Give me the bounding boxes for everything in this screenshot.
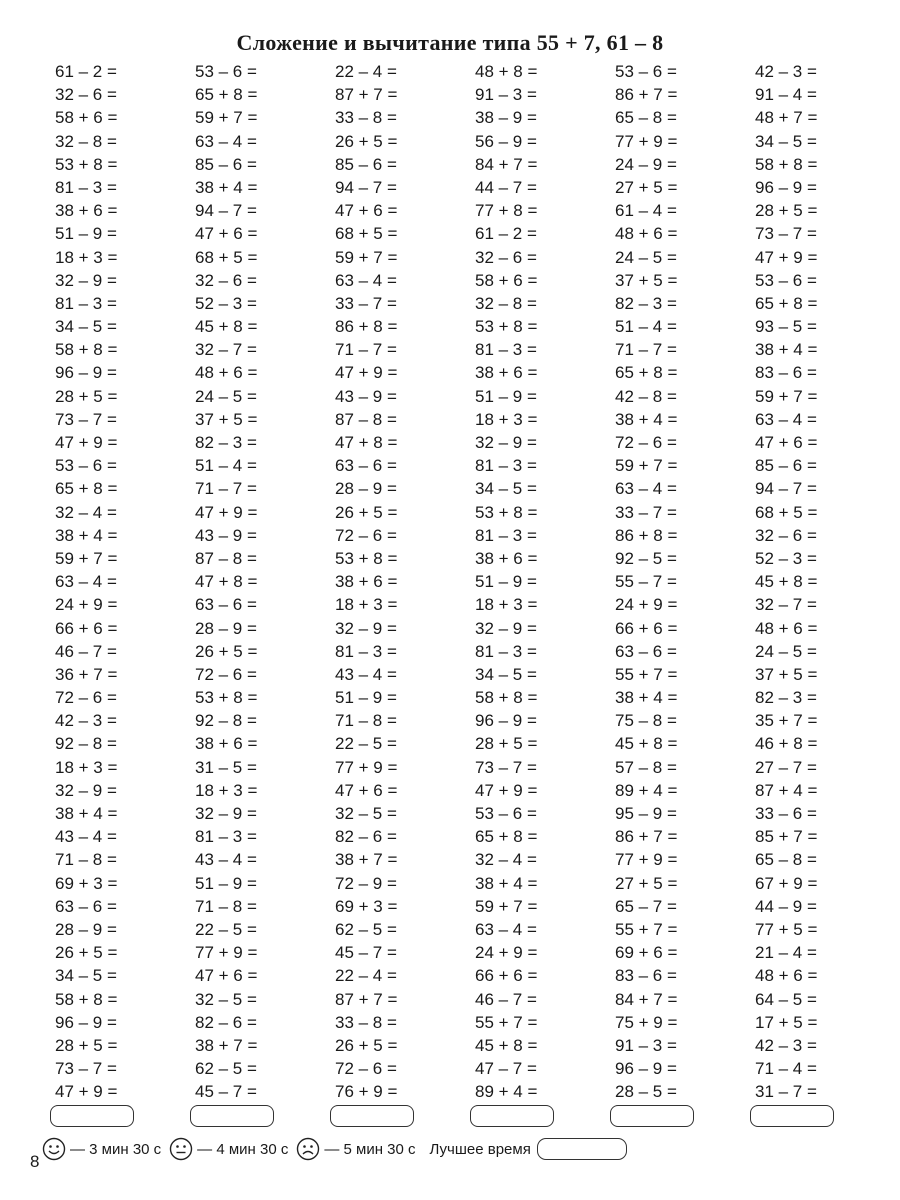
exercise-item: 85 – 6 =	[335, 154, 397, 174]
exercise-item: 96 – 9 =	[475, 711, 537, 731]
exercise-item: 77 + 5 =	[755, 919, 818, 939]
exercise-item: 24 – 9 =	[615, 154, 677, 174]
exercise-item: 48 + 6 =	[615, 224, 678, 244]
exercise-item: 73 – 7 =	[475, 757, 537, 777]
exercise-item: 52 – 3 =	[195, 293, 257, 313]
exercise-item: 47 + 6 =	[335, 780, 398, 800]
exercise-item: 31 – 7 =	[755, 1082, 817, 1102]
exercise-item: 45 + 8 =	[195, 317, 258, 337]
page-number: 8	[30, 1152, 40, 1171]
exercise-item: 32 – 8 =	[55, 131, 117, 151]
exercise-item: 38 + 7 =	[195, 1035, 258, 1055]
exercise-item: 62 – 5 =	[335, 919, 397, 939]
exercise-item: 43 – 4 =	[195, 850, 257, 870]
exercise-item: 32 – 9 =	[475, 618, 537, 638]
exercise-item: 65 + 8 =	[195, 85, 258, 105]
exercise-item: 58 + 6 =	[475, 270, 538, 290]
exercise-item: 68 + 5 =	[195, 247, 258, 267]
exercise-item: 63 – 4 =	[475, 919, 537, 939]
exercise-item: 59 + 7 =	[335, 247, 398, 267]
exercise-item: 63 – 4 =	[335, 270, 397, 290]
exercise-item: 58 + 8 =	[755, 154, 818, 174]
exercise-item: 32 – 9 =	[195, 804, 257, 823]
exercise-item: 37 + 5 =	[615, 270, 678, 290]
exercise-item: 58 + 8 =	[55, 340, 118, 360]
exercise-item: 65 – 7 =	[615, 896, 677, 916]
exercise-item: 63 – 4 =	[755, 409, 817, 429]
exercise-item: 38 + 6 =	[55, 201, 118, 221]
exercise-item: 42 – 3 =	[755, 62, 817, 81]
exercise-item: 72 – 6 =	[335, 1059, 397, 1079]
exercise-item: 77 + 9 =	[615, 850, 678, 870]
exercise-item: 38 + 6 =	[475, 548, 538, 568]
exercise-item: 47 + 9 =	[755, 247, 818, 267]
exercise-item: 91 – 3 =	[615, 1035, 677, 1055]
best-time-box[interactable]	[537, 1138, 627, 1160]
exercise-item: 58 + 6 =	[55, 108, 118, 128]
exercise-item: 72 – 6 =	[615, 433, 677, 452]
exercise-item: 24 + 9 =	[475, 943, 538, 963]
exercise-item: 81 – 3 =	[475, 456, 537, 476]
exercise-item: 34 – 5 =	[55, 317, 117, 337]
exercise-item: 18 + 3 =	[195, 780, 258, 800]
exercise-item: 47 + 6 =	[335, 201, 398, 221]
exercise-item: 96 – 9 =	[55, 1012, 117, 1032]
exercise-item: 51 – 9 =	[475, 572, 537, 592]
exercise-item: 18 + 3 =	[475, 409, 538, 429]
exercise-item: 18 + 3 =	[55, 757, 118, 777]
legend-text-slow: — 5 мин 30 с	[324, 1140, 416, 1158]
exercise-item: 18 + 3 =	[475, 595, 538, 615]
exercise-item: 47 + 9 =	[55, 1082, 118, 1102]
exercise-item: 55 + 7 =	[615, 664, 678, 684]
exercise-item: 32 – 4 =	[475, 850, 537, 870]
exercise-item: 84 + 7 =	[615, 989, 678, 1009]
exercise-item: 86 + 7 =	[615, 827, 678, 847]
exercise-item: 38 + 4 =	[195, 177, 258, 197]
exercise-item: 32 – 6 =	[475, 247, 537, 267]
answer-box[interactable]	[50, 1105, 134, 1127]
exercise-item: 21 – 4 =	[755, 943, 817, 963]
exercise-item: 91 – 3 =	[475, 85, 537, 105]
exercise-item: 38 + 4 =	[55, 804, 118, 823]
exercise-item: 53 + 8 =	[475, 502, 538, 522]
exercise-item: 36 + 7 =	[55, 664, 118, 684]
exercise-item: 73 – 7 =	[55, 409, 117, 429]
exercise-item: 81 – 3 =	[195, 827, 257, 847]
exercise-item: 96 – 9 =	[615, 1059, 677, 1079]
exercise-item: 32 – 9 =	[475, 433, 537, 452]
exercise-item: 76 + 9 =	[335, 1082, 398, 1102]
exercise-item: 89 + 4 =	[475, 1082, 538, 1102]
exercise-item: 24 + 9 =	[55, 595, 118, 615]
exercise-item: 63 – 4 =	[195, 131, 257, 151]
exercise-item: 53 + 8 =	[55, 154, 118, 174]
exercise-item: 37 + 5 =	[755, 664, 818, 684]
exercise-item: 38 + 6 =	[335, 572, 398, 592]
exercise-item: 32 – 6 =	[55, 85, 117, 105]
exercise-item: 96 – 9 =	[55, 363, 117, 383]
time-legend	[42, 1137, 627, 1161]
exercise-column	[755, 60, 895, 1103]
exercise-item: 56 – 9 =	[475, 131, 537, 151]
exercise-item: 47 + 9 =	[55, 433, 118, 452]
exercise-item: 51 – 4 =	[195, 456, 257, 476]
exercise-item: 47 + 6 =	[195, 224, 258, 244]
exercise-column	[335, 60, 475, 1103]
exercise-item: 43 – 4 =	[55, 827, 117, 847]
exercise-item: 86 + 8 =	[615, 525, 678, 545]
exercise-item: 28 + 5 =	[755, 201, 818, 221]
exercise-item: 87 – 8 =	[335, 409, 397, 429]
exercise-item: 65 – 8 =	[755, 850, 817, 870]
exercise-item: 63 – 6 =	[615, 641, 677, 661]
exercise-item: 47 + 8 =	[335, 433, 398, 452]
exercise-item: 33 – 8 =	[335, 1012, 397, 1032]
exercise-item: 46 – 7 =	[475, 989, 537, 1009]
exercise-item: 48 + 6 =	[755, 618, 818, 638]
exercise-item: 43 – 9 =	[335, 386, 397, 406]
exercise-item: 53 – 6 =	[55, 456, 117, 476]
exercise-item: 58 + 8 =	[55, 989, 118, 1009]
exercise-item: 87 + 7 =	[335, 85, 398, 105]
exercise-item: 71 – 8 =	[195, 896, 257, 916]
exercise-item: 28 – 5 =	[615, 1082, 677, 1102]
exercise-item: 85 – 6 =	[195, 154, 257, 174]
exercise-item: 92 – 8 =	[195, 711, 257, 731]
exercise-item: 22 – 4 =	[335, 62, 397, 81]
exercise-item: 69 + 6 =	[615, 943, 678, 963]
exercise-item: 22 – 4 =	[335, 966, 397, 986]
exercise-item: 46 – 7 =	[55, 641, 117, 661]
exercise-item: 96 – 9 =	[755, 177, 817, 197]
exercise-item: 55 – 7 =	[615, 572, 677, 592]
exercise-item: 38 + 6 =	[475, 363, 538, 383]
exercise-item: 45 + 8 =	[615, 734, 678, 754]
exercise-item: 65 + 8 =	[755, 293, 818, 313]
exercise-item: 92 – 8 =	[55, 734, 117, 754]
exercise-item: 82 – 3 =	[195, 433, 257, 452]
exercise-item: 32 – 7 =	[195, 340, 257, 360]
exercise-item: 63 – 6 =	[195, 595, 257, 615]
exercise-item: 42 – 3 =	[755, 1035, 817, 1055]
exercise-item: 83 – 6 =	[755, 363, 817, 383]
exercise-item: 71 – 7 =	[195, 479, 257, 499]
exercise-column	[195, 60, 335, 1103]
exercise-item: 53 + 8 =	[195, 688, 258, 708]
exercise-item: 71 – 4 =	[755, 1059, 817, 1079]
exercise-item: 44 – 7 =	[475, 177, 537, 197]
exercise-item: 33 – 8 =	[335, 108, 397, 128]
exercise-item: 71 – 8 =	[55, 850, 117, 870]
exercise-item: 46 + 8 =	[755, 734, 818, 754]
exercise-item: 77 + 8 =	[475, 201, 538, 221]
exercise-item: 66 + 6 =	[55, 618, 118, 638]
exercise-item: 43 – 4 =	[335, 664, 397, 684]
exercise-item: 27 – 7 =	[755, 757, 817, 777]
answer-box[interactable]	[750, 1105, 834, 1127]
exercise-item: 47 + 9 =	[475, 780, 538, 800]
best-time-label: Лучшее время	[429, 1140, 531, 1158]
exercise-item: 63 – 4 =	[615, 479, 677, 499]
exercise-item: 38 + 4 =	[755, 340, 818, 360]
exercise-item: 47 + 9 =	[195, 502, 258, 522]
exercise-item: 28 – 9 =	[195, 618, 257, 638]
exercise-item: 18 + 3 =	[55, 247, 118, 267]
answer-box[interactable]	[190, 1105, 274, 1127]
exercise-item: 84 + 7 =	[475, 154, 538, 174]
exercise-item: 24 – 5 =	[615, 247, 677, 267]
exercise-item: 82 – 3 =	[615, 293, 677, 313]
exercise-item: 63 – 6 =	[335, 456, 397, 476]
exercise-item: 43 – 9 =	[195, 525, 257, 545]
exercise-item: 38 – 9 =	[475, 108, 537, 128]
exercise-item: 87 – 8 =	[195, 548, 257, 568]
happy-face-icon	[42, 1137, 66, 1161]
exercise-item: 94 – 7 =	[195, 201, 257, 221]
exercise-item: 65 + 8 =	[615, 363, 678, 383]
sad-face-icon	[296, 1137, 320, 1161]
exercise-item: 81 – 3 =	[335, 641, 397, 661]
exercise-item: 32 – 4 =	[55, 502, 117, 522]
exercise-item: 61 – 2 =	[55, 62, 117, 81]
legend-text-fast: — 3 мин 30 с	[70, 1140, 162, 1158]
exercise-item: 65 + 8 =	[55, 479, 118, 499]
exercise-item: 32 – 6 =	[195, 270, 257, 290]
exercise-item: 38 + 6 =	[195, 734, 258, 754]
exercise-item: 81 – 3 =	[55, 177, 117, 197]
exercise-item: 53 – 6 =	[475, 804, 537, 823]
exercise-item: 27 + 5 =	[615, 873, 678, 893]
exercise-grid	[55, 60, 855, 1103]
exercise-item: 26 + 5 =	[195, 641, 258, 661]
exercise-item: 22 – 5 =	[335, 734, 397, 754]
exercise-item: 35 + 7 =	[755, 711, 818, 731]
exercise-item: 72 – 6 =	[335, 525, 397, 545]
exercise-item: 26 + 5 =	[335, 502, 398, 522]
exercise-item: 32 – 9 =	[335, 618, 397, 638]
exercise-item: 53 – 6 =	[755, 270, 817, 290]
exercise-item: 34 – 5 =	[55, 966, 117, 986]
exercise-item: 65 + 8 =	[475, 827, 538, 847]
exercise-item: 67 + 9 =	[755, 873, 818, 893]
exercise-item: 68 + 5 =	[755, 502, 818, 522]
exercise-item: 32 – 9 =	[55, 780, 117, 800]
exercise-item: 73 – 7 =	[55, 1059, 117, 1079]
exercise-item: 53 – 6 =	[195, 62, 257, 81]
exercise-item: 58 + 8 =	[475, 688, 538, 708]
exercise-item: 28 – 9 =	[335, 479, 397, 499]
exercise-item: 82 – 3 =	[755, 688, 817, 708]
exercise-item: 47 + 9 =	[335, 363, 398, 383]
exercise-item: 38 + 4 =	[615, 409, 678, 429]
exercise-item: 45 – 7 =	[195, 1082, 257, 1102]
exercise-item: 44 – 9 =	[755, 896, 817, 916]
exercise-item: 48 + 7 =	[755, 108, 818, 128]
exercise-item: 32 – 5 =	[335, 804, 397, 823]
exercise-item: 69 + 3 =	[335, 896, 398, 916]
exercise-item: 71 – 7 =	[615, 340, 677, 360]
exercise-item: 59 + 7 =	[755, 386, 818, 406]
exercise-item: 42 – 3 =	[55, 711, 117, 731]
neutral-face-icon	[169, 1137, 193, 1161]
exercise-item: 94 – 7 =	[755, 479, 817, 499]
exercise-item: 45 + 8 =	[755, 572, 818, 592]
exercise-item: 38 + 7 =	[335, 850, 398, 870]
exercise-item: 51 – 9 =	[335, 688, 397, 708]
exercise-item: 51 – 9 =	[475, 386, 537, 406]
exercise-item: 91 – 4 =	[755, 85, 817, 105]
exercise-column	[475, 60, 615, 1103]
exercise-item: 87 + 4 =	[755, 780, 818, 800]
exercise-item: 77 + 9 =	[615, 131, 678, 151]
exercise-item: 73 – 7 =	[755, 224, 817, 244]
exercise-item: 38 + 4 =	[55, 525, 118, 545]
exercise-item: 85 – 6 =	[755, 456, 817, 476]
exercise-item: 32 – 7 =	[755, 595, 817, 615]
exercise-item: 72 – 6 =	[55, 688, 117, 708]
exercise-item: 69 + 3 =	[55, 873, 118, 893]
exercise-item: 66 + 6 =	[615, 618, 678, 638]
exercise-item: 48 + 6 =	[195, 363, 258, 383]
legend-text-medium: — 4 мин 30 с	[197, 1140, 289, 1158]
exercise-item: 33 – 7 =	[335, 293, 397, 313]
exercise-item: 28 + 5 =	[55, 1035, 118, 1055]
exercise-item: 92 – 5 =	[615, 548, 677, 568]
exercise-item: 51 – 4 =	[615, 317, 677, 337]
exercise-item: 38 + 4 =	[615, 688, 678, 708]
exercise-item: 59 + 7 =	[475, 896, 538, 916]
exercise-item: 75 – 8 =	[615, 711, 677, 731]
exercise-item: 81 – 3 =	[55, 293, 117, 313]
exercise-item: 24 – 5 =	[755, 641, 817, 661]
exercise-item: 53 + 8 =	[335, 548, 398, 568]
exercise-item: 52 – 3 =	[755, 548, 817, 568]
exercise-column	[55, 60, 195, 1103]
exercise-item: 17 + 5 =	[755, 1012, 818, 1032]
exercise-item: 32 – 9 =	[55, 270, 117, 290]
answer-box[interactable]	[470, 1105, 554, 1127]
answer-box[interactable]	[610, 1105, 694, 1127]
exercise-item: 93 – 5 =	[755, 317, 817, 337]
exercise-item: 59 + 7 =	[615, 456, 678, 476]
exercise-item: 71 – 8 =	[335, 711, 397, 731]
exercise-item: 81 – 3 =	[475, 641, 537, 661]
exercise-item: 72 – 6 =	[195, 664, 257, 684]
exercise-item: 45 + 8 =	[475, 1035, 538, 1055]
exercise-item: 89 + 4 =	[615, 780, 678, 800]
exercise-item: 83 – 6 =	[615, 966, 677, 986]
exercise-item: 48 + 6 =	[755, 966, 818, 986]
exercise-item: 53 – 6 =	[615, 62, 677, 81]
exercise-item: 63 – 4 =	[55, 572, 117, 592]
exercise-item: 48 + 8 =	[475, 62, 538, 81]
exercise-item: 47 – 7 =	[475, 1059, 537, 1079]
exercise-item: 26 + 5 =	[335, 1035, 398, 1055]
exercise-item: 34 – 5 =	[475, 479, 537, 499]
exercise-item: 94 – 7 =	[335, 177, 397, 197]
exercise-item: 82 – 6 =	[335, 827, 397, 847]
exercise-item: 32 – 8 =	[475, 293, 537, 313]
exercise-item: 33 – 6 =	[755, 804, 817, 823]
exercise-item: 61 – 4 =	[615, 201, 677, 221]
exercise-item: 86 + 8 =	[335, 317, 398, 337]
exercise-item: 77 + 9 =	[195, 943, 258, 963]
exercise-item: 34 – 5 =	[475, 664, 537, 684]
page-title: Сложение и вычитание типа 55 + 7, 61 – 8	[236, 30, 664, 55]
exercise-item: 62 – 5 =	[195, 1059, 257, 1079]
exercise-item: 53 + 8 =	[475, 317, 538, 337]
exercise-item: 65 – 8 =	[615, 108, 677, 128]
exercise-item: 59 + 7 =	[55, 548, 118, 568]
exercise-item: 82 – 6 =	[195, 1012, 257, 1032]
exercise-item: 27 + 5 =	[615, 177, 678, 197]
exercise-item: 26 + 5 =	[55, 943, 118, 963]
exercise-item: 32 – 5 =	[195, 989, 257, 1009]
exercise-item: 47 + 8 =	[195, 572, 258, 592]
exercise-item: 63 – 6 =	[55, 896, 117, 916]
answer-boxes	[50, 1105, 850, 1127]
exercise-item: 77 + 9 =	[335, 757, 398, 777]
exercise-item: 28 + 5 =	[55, 386, 118, 406]
exercise-item: 66 + 6 =	[475, 966, 538, 986]
exercise-item: 75 + 9 =	[615, 1012, 678, 1032]
answer-box[interactable]	[330, 1105, 414, 1127]
exercise-item: 34 – 5 =	[755, 131, 817, 151]
exercise-item: 81 – 3 =	[475, 525, 537, 545]
exercise-item: 28 + 5 =	[475, 734, 538, 754]
exercise-item: 31 – 5 =	[195, 757, 257, 777]
exercise-item: 47 + 6 =	[195, 966, 258, 986]
exercise-item: 45 – 7 =	[335, 943, 397, 963]
exercise-item: 59 + 7 =	[195, 108, 258, 128]
exercise-item: 33 – 7 =	[615, 502, 677, 522]
exercise-item: 42 – 8 =	[615, 386, 677, 406]
exercise-item: 85 + 7 =	[755, 827, 818, 847]
exercise-item: 95 – 9 =	[615, 804, 677, 823]
exercise-item: 57 – 8 =	[615, 757, 677, 777]
exercise-item: 55 + 7 =	[475, 1012, 538, 1032]
exercise-item: 71 – 7 =	[335, 340, 397, 360]
exercise-item: 87 + 7 =	[335, 989, 398, 1009]
exercise-item: 18 + 3 =	[335, 595, 398, 615]
exercise-item: 81 – 3 =	[475, 340, 537, 360]
exercise-item: 51 – 9 =	[55, 224, 117, 244]
exercise-item: 32 – 6 =	[755, 525, 817, 545]
exercise-item: 55 + 7 =	[615, 919, 678, 939]
exercise-item: 47 + 6 =	[755, 433, 818, 452]
exercise-item: 61 – 2 =	[475, 224, 537, 244]
exercise-item: 24 – 5 =	[195, 386, 257, 406]
exercise-item: 26 + 5 =	[335, 131, 398, 151]
exercise-item: 68 + 5 =	[335, 224, 398, 244]
exercise-item: 72 – 9 =	[335, 873, 397, 893]
exercise-item: 28 – 9 =	[55, 919, 117, 939]
exercise-item: 51 – 9 =	[195, 873, 257, 893]
exercise-item: 38 + 4 =	[475, 873, 538, 893]
exercise-item: 86 + 7 =	[615, 85, 678, 105]
exercise-item: 24 + 9 =	[615, 595, 678, 615]
exercise-item: 22 – 5 =	[195, 919, 257, 939]
exercise-column	[615, 60, 755, 1103]
exercise-item: 37 + 5 =	[195, 409, 258, 429]
exercise-item: 64 – 5 =	[755, 989, 817, 1009]
